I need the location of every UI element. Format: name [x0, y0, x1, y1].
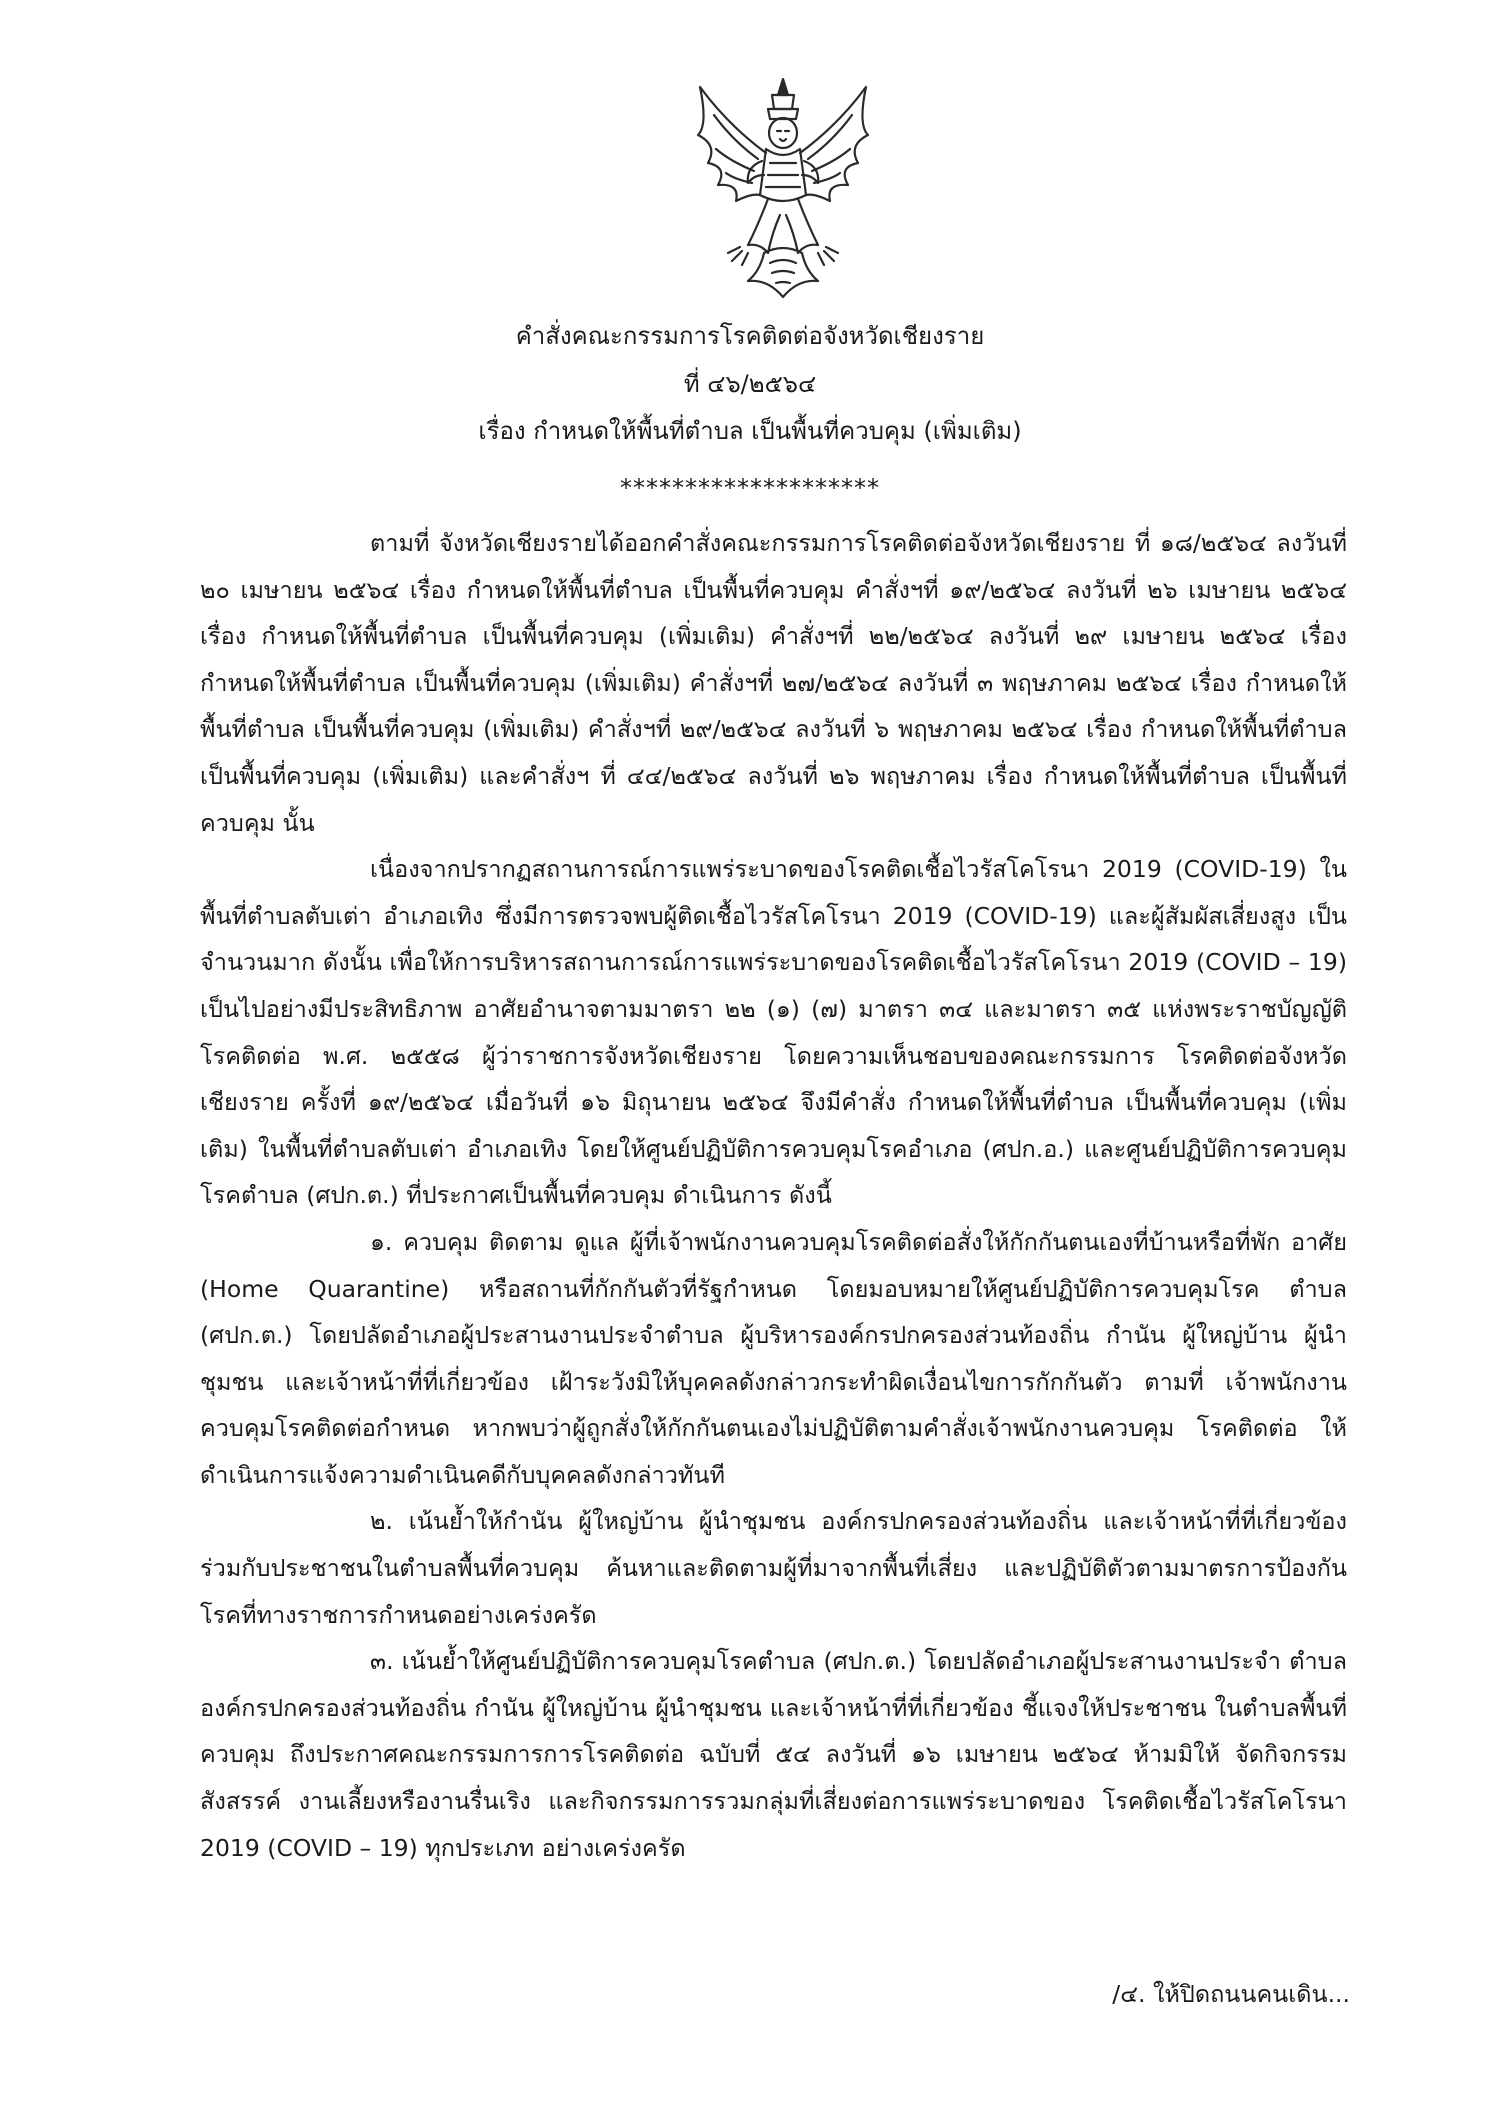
- paragraph-item-2: ๒. เน้นย้ำให้กำนัน ผู้ใหญ่บ้าน ผู้นำชุมชน องค์กรปกครองส่วนท้องถิ่น และเจ้าหน้าที่ที่เกี่ยวข้อง ร่วมกับประชาชนในตำบลพื้นที่ควบคุม ค้นหาและติดตามผู้ที่มาจากพื้นที่เสี่ยง และปฏิบัติตัวตามมาตรการป้องกัน โรคที่ทางราชการกำหนดอย่างเคร่งครัด: [200, 1507, 1347, 1629]
- divider-asterisks: ********************: [620, 474, 880, 502]
- order-number: ที่ ๔๖/๒๕๖๔: [683, 370, 817, 398]
- order-subject: เรื่อง กำหนดให้พื้นที่ตำบล เป็นพื้นที่ควบคุม (เพิ่มเติม): [478, 417, 1022, 445]
- paragraph-situation: เนื่องจากปรากฏสถานการณ์การแพร่ระบาดของโรคติดเชื้อไวรัสโคโรนา 2019 (COVID-19) ในพื้นที่ตำบลตับเต่า อำเภอเทิง ซึ่งมีการตรวจพบผู้ติดเชื้อไวรัสโคโรนา 2019 (COVID-19) และผู้สัมผัสเสี่ยงสูง เป็นจำนวนมาก ดังนั้น เพื่อให้การบริหารสถานการณ์การแพร่ระบาดของโรคติดเชื้อไวรัสโคโรนา 2019 (COVID – 19) เป็นไปอย่างมีประสิทธิภาพ อาศัยอำนาจตามมาตรา ๒๒ (๑) (๗) มาตรา ๓๔ และมาตรา ๓๕ แห่งพระราชบัญญัติโรคติดต่อ พ.ศ. ๒๕๕๘ ผู้ว่าราชการจังหวัดเชียงราย โดยความเห็นชอบของคณะกรรมการ โรคติดต่อจังหวัดเชียงราย ครั้งที่ ๑๙/๒๕๖๔ เมื่อวันที่ ๑๖ มิถุนายน ๒๕๖๔ จึงมีคำสั่ง กำหนดให้พื้นที่ตำบล เป็นพื้นที่ควบคุม (เพิ่มเติม) ในพื้นที่ตำบลตับเต่า อำเภอเทิง โดยให้ศูนย์ปฏิบัติการควบคุมโรคอำเภอ (ศปก.อ.) และศูนย์ปฏิบัติการควบคุมโรคตำบล (ศปก.ต.) ที่ประกาศเป็นพื้นที่ควบคุม ดำเนินการ ดังนี้: [200, 855, 1347, 1210]
- paragraph-item-1: ๑. ควบคุม ติดตาม ดูแล ผู้ที่เจ้าพนักงานควบคุมโรคติดต่อสั่งให้กักกันตนเองที่บ้านหรือที่พัก อาศัย (Home Quarantine) หรือสถานที่กักกันตัวที่รัฐกำหนด โดยมอบหมายให้ศูนย์ปฏิบัติการควบคุมโรค ตำบล (ศปก.ต.) โดยปลัดอำเภอผู้ประสานงานประจำตำบล ผู้บริหารองค์กรปกครองส่วนท้องถิ่น กำนัน ผู้ใหญ่บ้าน ผู้นำชุมชน และเจ้าหน้าที่ที่เกี่ยวข้อง เฝ้าระวังมิให้บุคคลดังกล่าวกระทำผิดเงื่อนไขการกักกันตัว ตามที่ เจ้าพนักงานควบคุมโรคติดต่อกำหนด หากพบว่าผู้ถูกสั่งให้กักกันตนเองไม่ปฏิบัติตามคำสั่งเจ้าพนักงานควบคุม โรคติดต่อ ให้ดำเนินการแจ้งความดำเนินคดีกับบุคคลดังกล่าวทันที: [200, 1227, 1347, 1489]
- continuation-note: /๔. ให้ปิดถนนคนเดิน...: [1112, 1980, 1350, 2008]
- order-title: คำสั่งคณะกรรมการโรคติดต่อจังหวัดเชียงราย: [515, 322, 985, 350]
- garuda-emblem-icon: [688, 75, 878, 305]
- order-body: [200, 520, 1347, 1871]
- paragraph-item-3: ๓. เน้นย้ำให้ศูนย์ปฏิบัติการควบคุมโรคตำบล (ศปก.ต.) โดยปลัดอำเภอผู้ประสานงานประจำ ตำบล องค์กรปกครองส่วนท้องถิ่น กำนัน ผู้ใหญ่บ้าน ผู้นำชุมชน และเจ้าหน้าที่ที่เกี่ยวข้อง ชี้แจงให้ประชาชน ในตำบลพื้นที่ควบคุม ถึงประกาศคณะกรรมการการโรคติดต่อ ฉบับที่ ๕๔ ลงวันที่ ๑๖ เมษายน ๒๕๖๔ ห้ามมิให้ จัดกิจกรรมสังสรรค์ งานเลี้ยงหรืองานรื่นเริง และกิจกรรมการรวมกลุ่มที่เสี่ยงต่อการแพร่ระบาดของ โรคติดเชื้อไวรัสโคโรนา 2019 (COVID – 19) ทุกประเภท อย่างเคร่งครัด: [200, 1647, 1347, 1862]
- paragraph-background: ตามที่ จังหวัดเชียงรายได้ออกคำสั่งคณะกรรมการโรคติดต่อจังหวัดเชียงราย ที่ ๑๘/๒๕๖๔ ลงวันที่ ๒๐ เมษายน ๒๕๖๔ เรื่อง กำหนดให้พื้นที่ตำบล เป็นพื้นที่ควบคุม คำสั่งฯที่ ๑๙/๒๕๖๔ ลงวันที่ ๒๖ เมษายน ๒๕๖๔ เรื่อง กำหนดให้พื้นที่ตำบล เป็นพื้นที่ควบคุม (เพิ่มเติม) คำสั่งฯที่ ๒๒/๒๕๖๔ ลงวันที่ ๒๙ เมษายน ๒๕๖๔ เรื่อง กำหนดให้พื้นที่ตำบล เป็นพื้นที่ควบคุม (เพิ่มเติม) คำสั่งฯที่ ๒๗/๒๕๖๔ ลงวันที่ ๓ พฤษภาคม ๒๕๖๔ เรื่อง กำหนดให้พื้นที่ตำบล เป็นพื้นที่ควบคุม (เพิ่มเติม) คำสั่งฯที่ ๒๙/๒๕๖๔ ลงวันที่ ๖ พฤษภาคม ๒๕๖๔ เรื่อง กำหนดให้พื้นที่ตำบล เป็นพื้นที่ควบคุม (เพิ่มเติม) และคำสั่งฯ ที่ ๔๔/๒๕๖๔ ลงวันที่ ๒๖ พฤษภาคม เรื่อง กำหนดให้พื้นที่ตำบล เป็นพื้นที่ควบคุม นั้น: [200, 529, 1347, 837]
